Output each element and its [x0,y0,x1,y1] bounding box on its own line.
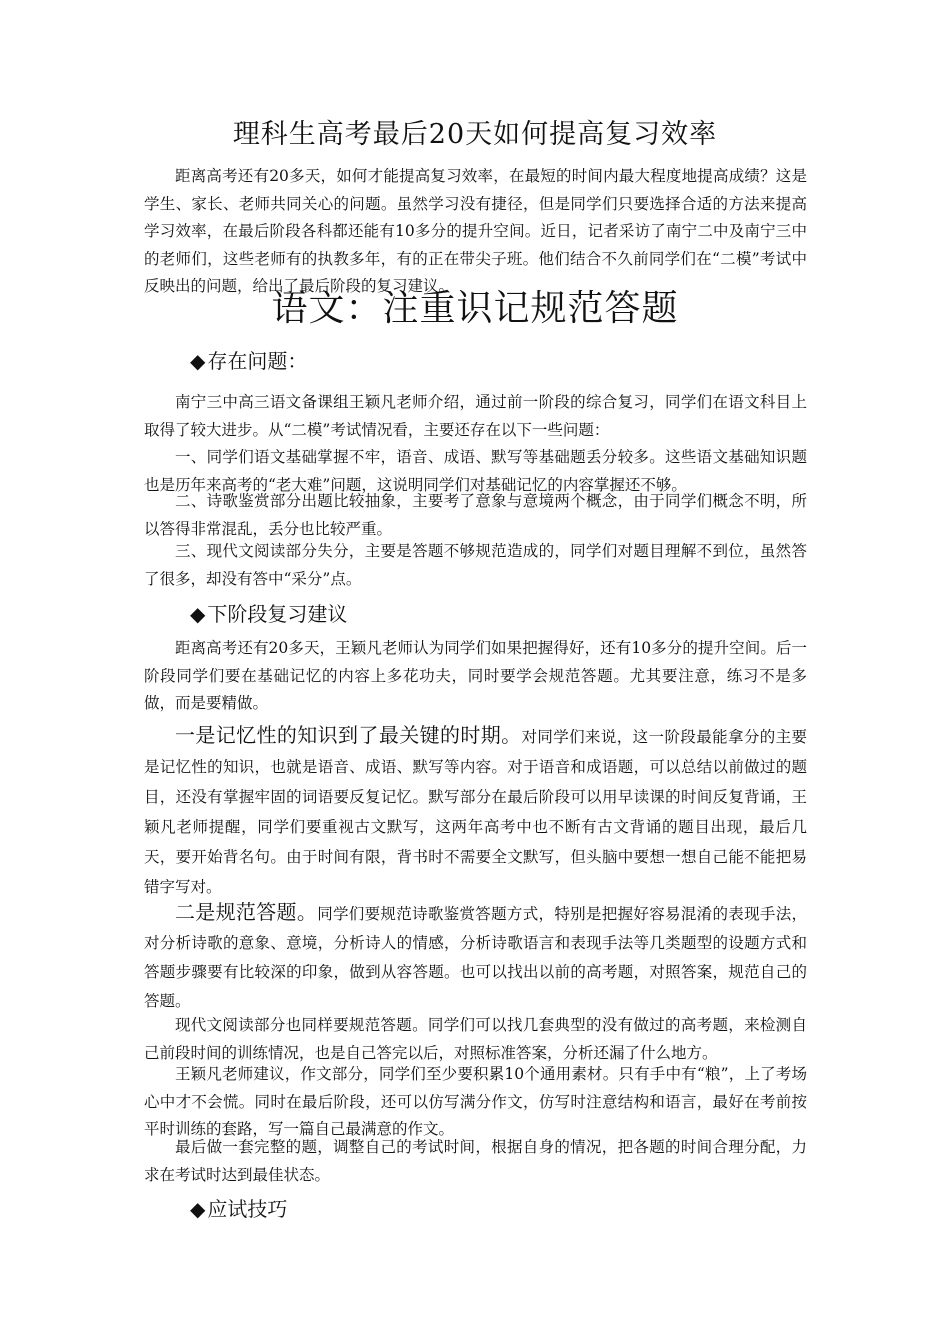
tips-heading [190,1193,287,1222]
diamond-bullet-icon: ◆ [190,602,206,626]
advice-paragraph-4: 现代文阅读部分也同样要规范答题。同学们可以找几套典型的没有做过的高考题，来检测自己前段时间的训练情况，也是自己答完以后，对照标准答案，分析还漏了什么地方。 [144,1016,807,1062]
problems-heading-text: 存在问题： [207,349,308,373]
advice-paragraph-1: 距离高考还有20多天，王颖凡老师认为同学们如果把握得好，还有10多分的提升空间。后一阶段同学们要在基础记忆的内容上多花功夫，同时要学会规范答题。尤其要注意，练习不是多做，而是要精做。 [144,639,807,712]
problems-paragraph-4: 三、现代文阅读部分失分，主要是答题不够规范造成的，同学们对题目理解不到位，虽然答了很多，却没有答中“采分”点。 [144,542,807,588]
problems-paragraph-1: 南宁三中高三语文备课组王颖凡老师介绍，通过前一阶段的综合复习，同学们在语文科目上取得了较大进步。从“二模”考试情况看，主要还存在以下一些问题： [144,393,807,439]
advice-lead-2: 二是规范答题。 [175,900,318,924]
diamond-bullet-icon: ◆ [190,1197,206,1221]
advice-lead-1: 一是记忆性的知识到了最关键的时期。 [175,723,522,747]
advice-paragraph-5: 王颖凡老师建议，作文部分，同学们至少要积累10个通用素材。只有手中有“粮”，上了考场心中才不会慌。同时在最后阶段，还可以仿写满分作文，仿写时注意结构和语言，最好在考前按平时训练的套路，写一篇自己最满意的作文。 [144,1065,807,1138]
advice-heading [190,598,347,627]
problems-heading [190,345,307,374]
advice-paragraph-6: 最后做一套完整的题，调整自己的考试时间，根据自身的情况，把各题的时间合理分配，力求在考试时达到最佳状态。 [144,1138,807,1184]
tips-heading-text: 应试技巧 [207,1197,288,1221]
problems-paragraph-3: 二、诗歌鉴赏部分出题比较抽象，主要考了意象与意境两个概念，由于同学们概念不明，所以答得非常混乱，丢分也比较严重。 [144,492,807,538]
advice-paragraph-3 [144,898,807,1016]
section-title: 语文：注重识记规范答题 [271,288,679,329]
advice-paragraph-2-text: 对同学们来说，这一阶段最能拿分的主要是记忆性的知识，也就是语音、成语、默写等内容。对于语音和成语题，可以总结以前做过的题目，还没有掌握牢固的词语要反复记忆。默写部分在最后阶段可以用早读课的时间反复背诵，王颖凡老师提醒，同学们要重视古文默写，这两年高考中也不断有古文背诵的题目出现，最后几天，要开始背名句。由于时间有限，背书时不需要全文默写，但头脑中要想一想自己能不能把易错字写对。 [144,728,807,896]
document-title: 理科生高考最后20天如何提高复习效率 [232,119,718,150]
problems-paragraph-2: 一、同学们语文基础掌握不牢，语音、成语、默写等基础题丢分较多。这些语文基础知识题也是历年来高考的“老大难”问题，这说明同学们对基础记忆的内容掌握还不够。 [144,448,807,494]
advice-paragraph-2 [144,720,807,902]
advice-paragraph-3-text: 同学们要规范诗歌鉴赏答题方式，特别是把握好容易混淆的表现手法，对分析诗歌的意象、意境，分析诗人的情感，分析诗歌语言和表现手法等几类题型的设题方式和答题步骤要有比较深的印象，做到从容答题。也可以找出以前的高考题，对照答案，规范自己的答题。 [144,905,808,1010]
diamond-bullet-icon: ◆ [190,349,206,373]
advice-heading-text: 下阶段复习建议 [207,602,348,626]
intro-paragraph: 距离高考还有20多天，如何才能提高复习效率，在最短的时间内最大程度地提高成绩？这是学生、家长、老师共同关心的问题。虽然学习没有捷径，但是同学们只要选择合适的方法来提高学习效率，在最后阶段各科都还能有10多分的提升空间。近日，记者采访了南宁二中及南宁三中的老师们，这些老师有的执教多年，有的正在带尖子班。他们结合不久前同学们在“二模”考试中反映出的问题，给出了最后阶段的复习建议。 [144,167,807,295]
